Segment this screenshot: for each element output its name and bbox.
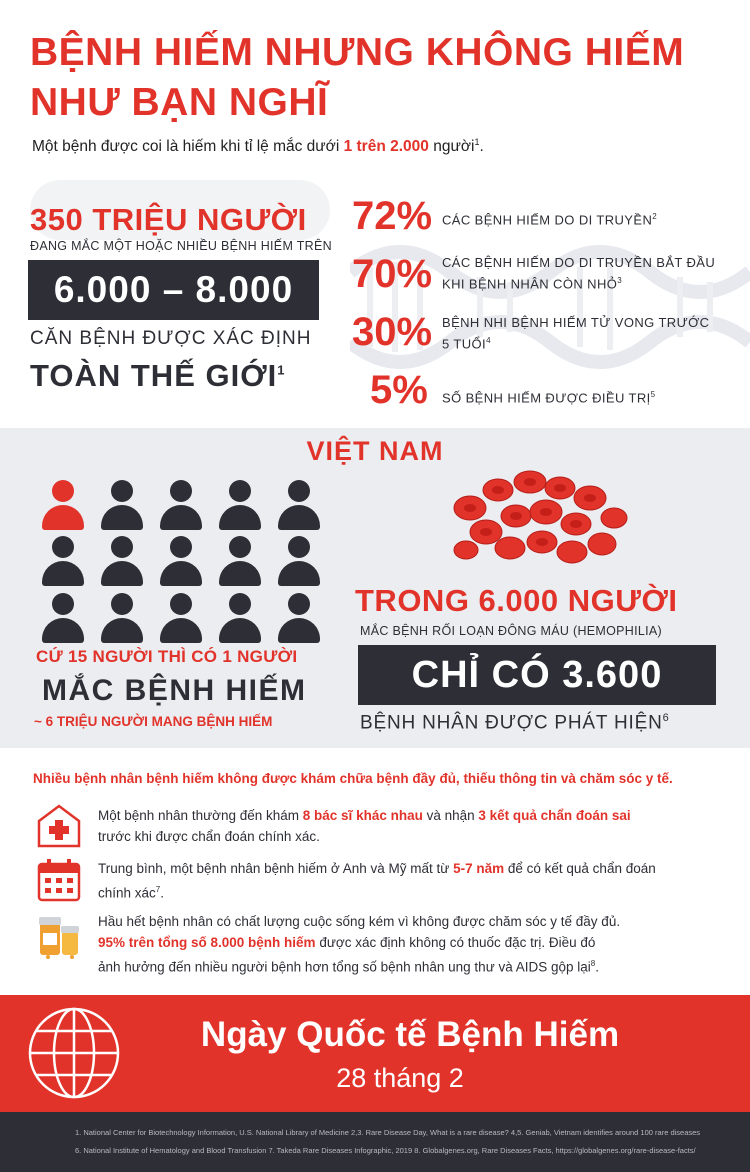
person-head (229, 593, 251, 615)
person-icon (219, 536, 261, 586)
only-3600-box (358, 645, 716, 705)
fact-text: Hầu hết bệnh nhân có chất lượng cuộc sống kém vì không được chăm sóc y tế đầy đủ. (98, 914, 621, 929)
patients-found (360, 712, 670, 734)
person-body (219, 505, 261, 530)
hospital-icon (36, 803, 82, 849)
subtitle-pre: Một bệnh được coi là hiếm khi tỉ lệ mắc dưới (32, 138, 344, 156)
pill-bottles-icon (36, 913, 82, 959)
person-icon (219, 480, 261, 530)
title-line-1: BỆNH HIẾM NHƯNG KHÔNG HIẾM (30, 31, 685, 74)
stat-sup: 4 (486, 336, 491, 345)
banner-title: Ngày Quốc tế Bệnh Hiếm (200, 1015, 620, 1054)
worldwide-label (30, 358, 286, 394)
person-icon (101, 536, 143, 586)
worldwide-sup: 1 (277, 362, 286, 378)
in-6000-people: TRONG 6.000 NGƯỜI (355, 583, 678, 618)
person-head (229, 480, 251, 502)
fact-text: chính xác (98, 885, 156, 901)
person-icon (278, 536, 320, 586)
stat-sup: 2 (652, 212, 658, 221)
subtitle-sup: 1 (474, 137, 480, 147)
fact-text: và nhận (422, 808, 479, 823)
hemophilia-text: MẮC BỆNH RỐI LOẠN ĐÔNG MÁU (HEMOPHILIA) (360, 624, 663, 638)
disease-range-sub: CĂN BỆNH ĐƯỢC XÁC ĐỊNH (30, 328, 312, 349)
person-head (288, 536, 310, 558)
person-body (219, 618, 261, 643)
stat-value: 70% (352, 252, 433, 296)
person-body (42, 561, 84, 586)
footnote-line-1: 1. National Center for Biotechnology Information, U.S. National Library of Medicine 2,3. Rare Disease Day, What is a rare disease? 4,5. Geniab, Vietnam identifies around 100 rare diseases (75, 1128, 701, 1137)
patients-found-text: BỆNH NHÂN ĐƯỢC PHÁT HIỆN (360, 712, 663, 734)
stat-label-line1: CÁC BỆNH HIẾM DO DI TRUYỀN BẮT ĐẦU (442, 255, 716, 270)
fact-item-1 (98, 805, 698, 847)
person-body (278, 505, 320, 530)
person-head (229, 536, 251, 558)
person-icon (160, 480, 202, 530)
person-head (288, 480, 310, 502)
only-3600: CHỈ CÓ 3.600 (411, 654, 663, 696)
six-million-text: ~ 6 TRIỆU NGƯỜI MANG BỆNH HIẾM (34, 714, 273, 729)
stat-label (442, 254, 715, 293)
stat-label (442, 314, 709, 353)
subtitle-post: người (428, 138, 475, 156)
subtitle (32, 137, 484, 156)
disease-range: 6.000 – 8.000 (53, 269, 294, 310)
person-icon (101, 480, 143, 530)
page-title (30, 28, 730, 128)
person-icon (219, 593, 261, 643)
person-body (160, 505, 202, 530)
fact-text: để có kết quả chẩn đoán (504, 861, 656, 876)
fact-text: ảnh hưởng đến nhiều người bệnh hơn tổng số bệnh nhân ung thư và AIDS gộp lại (98, 959, 591, 975)
stat-label-text: SỐ BỆNH HIẾM ĐƯỢC ĐIỀU TRỊ (442, 390, 651, 406)
person-head (288, 593, 310, 615)
people-count-sub: ĐANG MẮC MỘT HOẶC NHIỀU BỆNH HIẾM TRÊN (30, 239, 332, 253)
banner-date: 28 tháng 2 (336, 1063, 464, 1093)
person-head (170, 593, 192, 615)
person-body (101, 505, 143, 530)
person-head (170, 480, 192, 502)
person-head (111, 480, 133, 502)
fact-text: được xác định không có thuốc đặc trị. Điều đó (315, 935, 596, 950)
fact-text: Trung bình, một bệnh nhân bệnh hiếm ở Anh và Mỹ mất từ (98, 861, 454, 876)
fact-text: trước khi được chẩn đoán chính xác. (98, 829, 320, 844)
stat-label-line2: KHI BỆNH NHÂN CÒN NHỎ (442, 276, 618, 292)
people-count: 350 TRIỆU NGƯỜI (30, 202, 307, 237)
subtitle-highlight: 1 trên 2.000 (343, 138, 429, 156)
calendar-icon (36, 857, 82, 903)
patients-found-sup: 6 (662, 712, 670, 724)
person-head (52, 536, 74, 558)
footnote-line-2: 6. National Institute of Hematology and Blood Transfusion 7. Takeda Rare Diseases Infographic, 2019 8. Globalgenes.org, Rare Diseases Facts, https://globalgenes.org/rare-disease-facts/ (75, 1146, 696, 1155)
fact-item-2 (98, 858, 698, 904)
subtitle-end: . (479, 138, 484, 156)
stat-sup: 3 (617, 276, 623, 285)
stat-label (442, 208, 657, 229)
stat-label-line2: 5 TUỔI (442, 336, 487, 352)
fact-highlight: 5-7 năm (453, 861, 505, 876)
blood-cells-icon (450, 468, 630, 568)
person-body (219, 561, 261, 586)
person-icon (278, 593, 320, 643)
person-body (42, 505, 84, 530)
header (0, 0, 750, 180)
person-body (160, 561, 202, 586)
person-icon (42, 593, 84, 643)
stat-value: 72% (352, 194, 433, 238)
globe-icon (26, 1005, 122, 1101)
person-head (170, 536, 192, 558)
person-body (101, 618, 143, 643)
person-icon (278, 480, 320, 530)
fact-highlight: 3 kết quả chẩn đoán sai (478, 808, 631, 823)
stat-label-text: CÁC BỆNH HIẾM DO DI TRUYỀN (442, 212, 653, 228)
person-head (52, 480, 74, 502)
person-head (52, 593, 74, 615)
facts-heading: Nhiều bệnh nhân bệnh hiếm không được khám chữa bệnh đầy đủ, thiếu thông tin và chăm sóc y tế. (33, 771, 673, 786)
person-body (42, 618, 84, 643)
fact-text: . (160, 885, 165, 901)
title-line-2: NHƯ BẠN NGHĨ (30, 81, 329, 124)
person-icon-highlighted (42, 480, 84, 530)
rare-disease-label: MẮC BỆNH HIẾM (42, 674, 307, 707)
vietnam-section (0, 428, 750, 748)
stat-label (442, 386, 656, 407)
stat-label-line1: BỆNH NHI BỆNH HIẾM TỬ VONG TRƯỚC (442, 315, 710, 330)
vietnam-title: VIỆT NAM (306, 436, 444, 466)
rare-disease-day-banner (0, 995, 750, 1112)
facts-section (0, 755, 750, 995)
stat-value: 30% (352, 310, 433, 354)
person-body (101, 561, 143, 586)
fact-highlight: 8 bác sĩ khác nhau (302, 808, 423, 823)
person-head (111, 593, 133, 615)
person-icon (101, 593, 143, 643)
person-body (160, 618, 202, 643)
person-body (278, 618, 320, 643)
fact-text: Một bệnh nhân thường đến khám (98, 808, 303, 823)
global-stats (0, 172, 750, 422)
footnotes (0, 1112, 750, 1172)
stat-value: 5% (370, 368, 428, 412)
stat-sup: 5 (650, 390, 656, 399)
fact-item-3 (98, 911, 698, 978)
worldwide-text: TOÀN THẾ GIỚI (30, 358, 278, 393)
ratio-text: CỨ 15 NGƯỜI THÌ CÓ 1 NGƯỜI (36, 647, 298, 666)
person-head (111, 536, 133, 558)
person-icon (160, 536, 202, 586)
person-body (278, 561, 320, 586)
fact-text: . (595, 959, 600, 975)
fact-highlight: 95% trên tổng số 8.000 bệnh hiếm (98, 935, 316, 950)
person-icon (160, 593, 202, 643)
fact-sup: 7 (155, 885, 161, 894)
fact-sup: 8 (590, 959, 596, 968)
disease-range-box (28, 260, 319, 320)
person-icon (42, 536, 84, 586)
